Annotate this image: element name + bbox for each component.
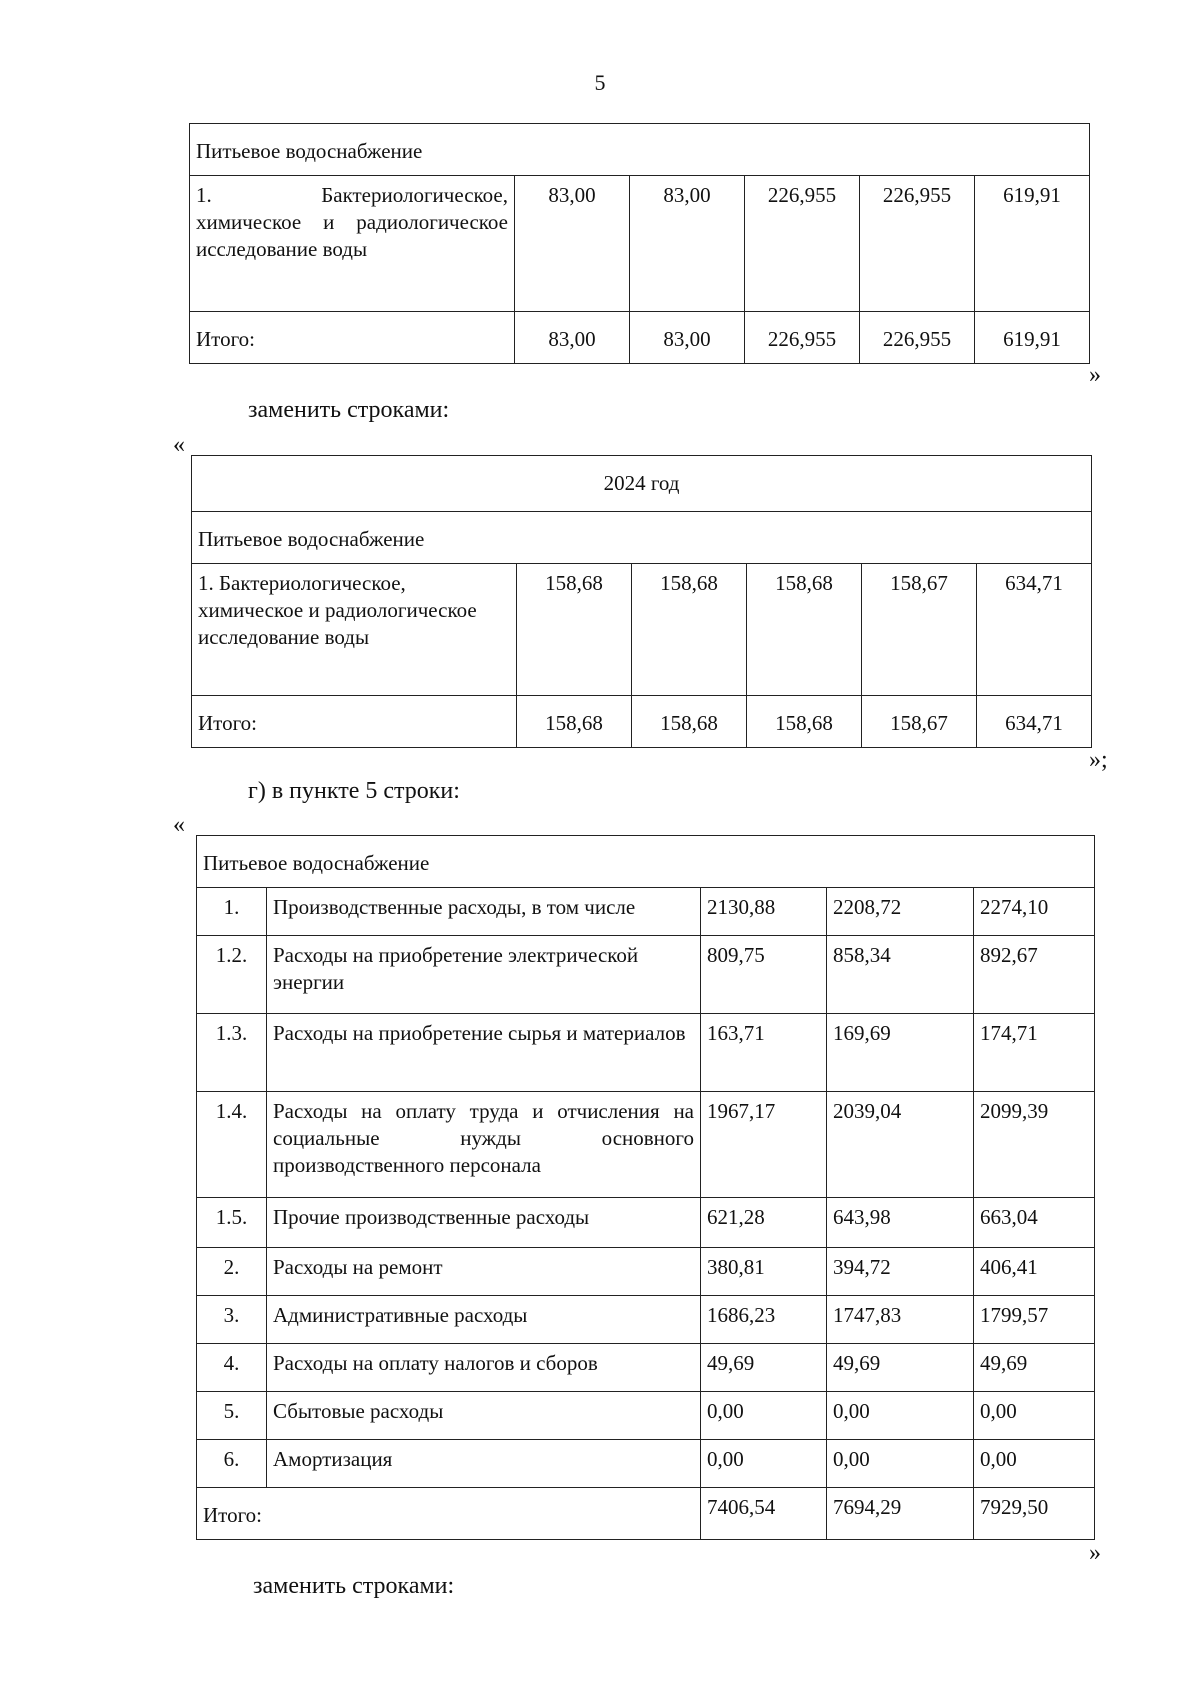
section-heading: Питьевое водоснабжение — [190, 124, 1090, 176]
value-cell: 1747,83 — [827, 1295, 974, 1343]
value-cell: 0,00 — [827, 1439, 974, 1487]
table-water-2024 — [191, 455, 1092, 748]
value-cell: 892,67 — [974, 935, 1095, 1013]
total-cell: 83,00 — [515, 311, 630, 363]
value-cell: 1967,17 — [701, 1091, 827, 1197]
value-cell: 809,75 — [701, 935, 827, 1013]
row-label: Сбытовые расходы — [267, 1391, 701, 1439]
open-quote: « — [173, 432, 185, 458]
value-cell: 158,68 — [517, 563, 632, 695]
row-label: Административные расходы — [267, 1295, 701, 1343]
total-cell: 7406,54 — [701, 1487, 827, 1539]
value-cell: 1799,57 — [974, 1295, 1095, 1343]
total-cell: 158,67 — [862, 695, 977, 747]
value-cell: 226,955 — [745, 175, 860, 311]
total-label: Итого: — [197, 1487, 701, 1539]
value-cell: 619,91 — [975, 175, 1090, 311]
row-label: Расходы на ремонт — [267, 1247, 701, 1295]
year-heading: 2024 год — [192, 456, 1092, 512]
replace-instruction: заменить строками: — [248, 397, 450, 423]
row-index: 1. — [197, 887, 267, 935]
value-cell: 49,69 — [974, 1343, 1095, 1391]
value-cell: 158,68 — [747, 563, 862, 695]
value-cell: 406,41 — [974, 1247, 1095, 1295]
clause-text: г) в пункте 5 строки: — [248, 778, 460, 804]
total-cell: 226,955 — [860, 311, 975, 363]
total-cell: 158,68 — [747, 695, 862, 747]
row-index: 1.5. — [197, 1197, 267, 1247]
value-cell: 0,00 — [701, 1391, 827, 1439]
row-index: 1.2. — [197, 935, 267, 1013]
row-index: 1.3. — [197, 1013, 267, 1091]
total-cell: 158,68 — [517, 695, 632, 747]
value-cell: 663,04 — [974, 1197, 1095, 1247]
total-cell: 226,955 — [745, 311, 860, 363]
value-cell: 158,67 — [862, 563, 977, 695]
value-cell: 394,72 — [827, 1247, 974, 1295]
open-quote: « — [173, 812, 185, 838]
total-label: Итого: — [190, 311, 515, 363]
row-label: Расходы на приобретение электрической энергии — [267, 935, 701, 1013]
value-cell: 158,68 — [632, 563, 747, 695]
value-cell: 2039,04 — [827, 1091, 974, 1197]
value-cell: 49,69 — [701, 1343, 827, 1391]
value-cell: 83,00 — [630, 175, 745, 311]
item-label: 1. Бактериологическое, химическое и радиологическое исследование воды — [192, 563, 517, 695]
value-cell: 0,00 — [974, 1391, 1095, 1439]
value-cell: 621,28 — [701, 1197, 827, 1247]
total-cell: 7694,29 — [827, 1487, 974, 1539]
close-quote: »; — [1089, 747, 1108, 773]
value-cell: 0,00 — [827, 1391, 974, 1439]
section-heading: Питьевое водоснабжение — [197, 836, 1095, 888]
row-label: Расходы на приобретение сырья и материалов — [267, 1013, 701, 1091]
total-cell: 634,71 — [977, 695, 1092, 747]
replace-instruction: заменить строками: — [253, 1573, 455, 1599]
row-index: 2. — [197, 1247, 267, 1295]
value-cell: 169,69 — [827, 1013, 974, 1091]
value-cell: 49,69 — [827, 1343, 974, 1391]
row-index: 4. — [197, 1343, 267, 1391]
value-cell: 380,81 — [701, 1247, 827, 1295]
value-cell: 0,00 — [974, 1439, 1095, 1487]
value-cell: 2274,10 — [974, 887, 1095, 935]
value-cell: 858,34 — [827, 935, 974, 1013]
value-cell: 2099,39 — [974, 1091, 1095, 1197]
value-cell: 174,71 — [974, 1013, 1095, 1091]
value-cell: 643,98 — [827, 1197, 974, 1247]
value-cell: 2208,72 — [827, 887, 974, 935]
row-label: Расходы на оплату налогов и сборов — [267, 1343, 701, 1391]
row-index: 6. — [197, 1439, 267, 1487]
page-number: 5 — [594, 70, 606, 95]
table-water-expenses — [196, 835, 1095, 1540]
row-index: 1.4. — [197, 1091, 267, 1197]
total-cell: 158,68 — [632, 695, 747, 747]
value-cell: 1686,23 — [701, 1295, 827, 1343]
item-label: 1. Бактериологическое, химическое и радиологическое исследование воды — [190, 175, 515, 311]
total-cell: 619,91 — [975, 311, 1090, 363]
close-quote: » — [1089, 1540, 1101, 1566]
value-cell: 163,71 — [701, 1013, 827, 1091]
value-cell: 0,00 — [701, 1439, 827, 1487]
row-label: Амортизация — [267, 1439, 701, 1487]
row-label: Производственные расходы, в том числе — [267, 887, 701, 935]
row-label: Прочие производственные расходы — [267, 1197, 701, 1247]
row-label: Расходы на оплату труда и отчисления на социальные нужды основного производственного персонала — [267, 1091, 701, 1197]
value-cell: 634,71 — [977, 563, 1092, 695]
total-label: Итого: — [192, 695, 517, 747]
total-cell: 83,00 — [630, 311, 745, 363]
value-cell: 2130,88 — [701, 887, 827, 935]
value-cell: 226,955 — [860, 175, 975, 311]
section-heading: Питьевое водоснабжение — [192, 511, 1092, 563]
value-cell: 83,00 — [515, 175, 630, 311]
total-cell: 7929,50 — [974, 1487, 1095, 1539]
close-quote: » — [1089, 362, 1101, 388]
row-index: 3. — [197, 1295, 267, 1343]
table-water-old — [189, 123, 1090, 364]
row-index: 5. — [197, 1391, 267, 1439]
